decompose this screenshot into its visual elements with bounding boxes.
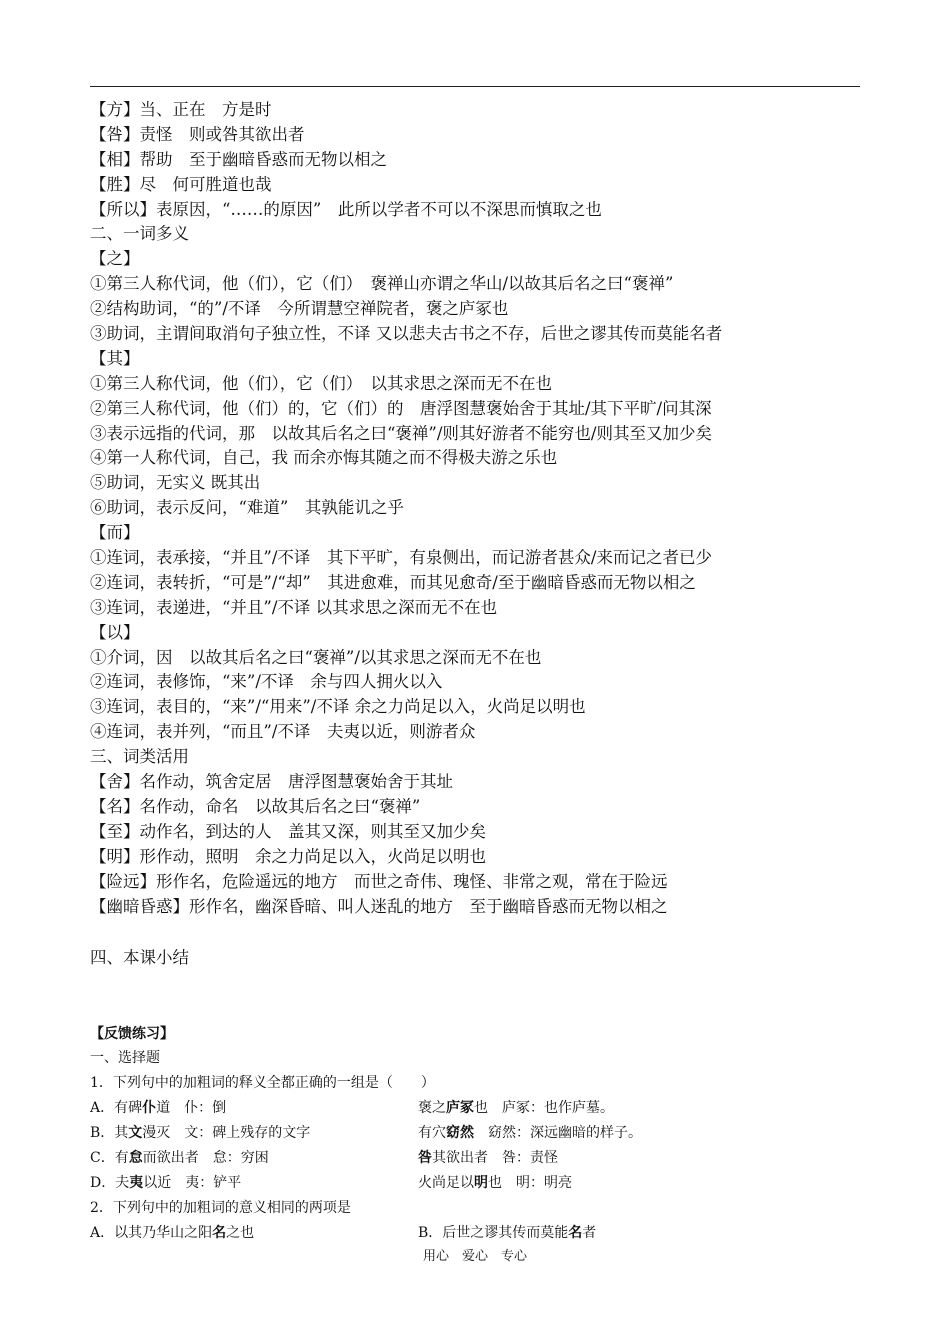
section-summary-heading: 四、本课小结 [90, 948, 189, 967]
text-line: 【相】帮助 至于幽暗昏惑而无物以相之 [90, 149, 387, 169]
text-line: ④第一人称代词，自己，我 而余亦悔其随之而不得极夫游之乐也 [90, 448, 558, 468]
text-line: ②连词，表修饰，“来”/不译 余与四人拥火以入 [90, 672, 443, 692]
entry-heading: 【之】 [90, 249, 140, 269]
text-line: ②连词，表转折，“可是”/“却” 其进愈难，而其见愈奇/至于幽暗昏惑而无物以相之 [90, 572, 696, 592]
text-line: 【舍】名作动，筑舍定居 唐浮图慧褒始舍于其址 [90, 772, 453, 792]
text-line: 【险远】形作名，危险遥远的地方 而世之奇伟、瑰怪、非常之观，常在于险远 [90, 871, 668, 891]
text-line: ③助词，主谓间取消句子独立性，不译 又以悲夫古书之不存，后世之谬其传而莫能名者 [90, 324, 723, 344]
option-c-left: C．有怠而欲出者 怠：穷困 [90, 1150, 269, 1166]
notes-body [90, 98, 870, 919]
section-heading: 三、词类活用 [90, 747, 189, 767]
q2-option-a: A．以其乃华山之阳名之也 [90, 1225, 255, 1241]
exercise-title: 【反馈练习】 [90, 1026, 174, 1042]
text-line: 【胜】尽 何可胜道也哉 [90, 174, 272, 194]
option-row-c [90, 1146, 870, 1171]
q2-option-b: B．后世之谬其传而莫能名者 [418, 1225, 597, 1241]
text-line: 【方】当、正在 方是时 [90, 100, 272, 119]
text-line: ④连词，表并列，“而且”/不译 夫夷以近，则游者众 [90, 722, 476, 742]
text-line: ①连词，表承接，“并且”/不译 其下平旷，有泉侧出，而记游者甚众/来而记之者已少 [90, 548, 712, 568]
option-d-left: D．夫夷以近 夷：铲平 [90, 1175, 242, 1191]
text-line: 【所以】表原因，“……的原因” 此所以学者不可以不深思而慎取之也 [90, 199, 602, 219]
text-line: 【明】形作动，照明 余之力尚足以入，火尚足以明也 [90, 846, 486, 866]
text-line: 【咎】责怪 则或咎其欲出者 [90, 124, 305, 144]
header-rule [90, 86, 860, 87]
text-line: ①第三人称代词，他（们），它（们） 褒禅山亦谓之华山/以故其后名之曰“褒禅” [90, 274, 674, 294]
entry-heading: 【其】 [90, 348, 140, 368]
option-a-right: 褒之庐冢也 庐冢：也作庐墓。 [418, 1100, 614, 1116]
text-line: ③连词，表目的，“来”/“用来”/不译 余之力尚足以入，火尚足以明也 [90, 697, 586, 717]
text-line: ⑤助词，无实义 既其出 [90, 473, 261, 493]
option-row-a [90, 1096, 870, 1121]
exercise-section [90, 1022, 870, 1246]
text-line: 【至】动作名，到达的人 盖其又深，则其至又加少矣 [90, 821, 486, 841]
text-line: ⑥助词，表示反问，“难道” 其孰能讥之乎 [90, 498, 404, 518]
option-row-b [90, 1121, 870, 1146]
entry-heading: 【而】 [90, 523, 140, 543]
section-heading: 二、一词多义 [90, 224, 189, 244]
option-a-left: A．有碑仆道 仆：倒 [90, 1100, 227, 1116]
text-line: ②结构助词，“的”/不译 今所谓慧空禅院者，褒之庐冢也 [90, 299, 509, 319]
text-line: ②第三人称代词，他（们）的，它（们）的 唐浮图慧褒始舍于其址/其下平旷/问其深 [90, 398, 712, 418]
option-c-right: 咎其欲出者 咎：责怪 [418, 1150, 558, 1166]
text-line: ③连词，表递进，“并且”/不译 以其求思之深而无不在也 [90, 597, 498, 617]
option-row-d [90, 1171, 870, 1196]
option-d-right: 火尚足以明也 明：明亮 [418, 1175, 572, 1191]
question-2: 2．下列句中的加粗词的意义相同的两项是 [90, 1200, 351, 1216]
text-line: ③表示远指的代词，那 以故其后名之曰“褒禅”/则其好游者不能穷也/则其至又加少矣 [90, 423, 712, 443]
text-line: 【幽暗昏惑】形作名，幽深昏暗、叫人迷乱的地方 至于幽暗昏惑而无物以相之 [90, 896, 668, 916]
option-b-left: B．其文漫灭 文：碑上残存的文字 [90, 1125, 311, 1141]
text-line: 【名】名作动，命名 以故其后名之曰“褒禅” [90, 796, 421, 816]
text-line: ①介词，因 以故其后名之曰“褒禅”/以其求思之深而无不在也 [90, 647, 542, 667]
option-b-right: 有穴窈然 窈然：深远幽暗的样子。 [418, 1125, 642, 1141]
page-footer: 用心 爱心 专心 [422, 1249, 527, 1264]
entry-heading: 【以】 [90, 622, 140, 642]
exercise-subtitle: 一、选择题 [90, 1050, 160, 1066]
text-line: ①第三人称代词，他（们），它（们） 以其求思之深而无不在也 [90, 373, 552, 393]
question-2-options [90, 1221, 870, 1246]
question-1: 1．下列句中的加粗词的释义全都正确的一组是（ ） [90, 1075, 435, 1091]
